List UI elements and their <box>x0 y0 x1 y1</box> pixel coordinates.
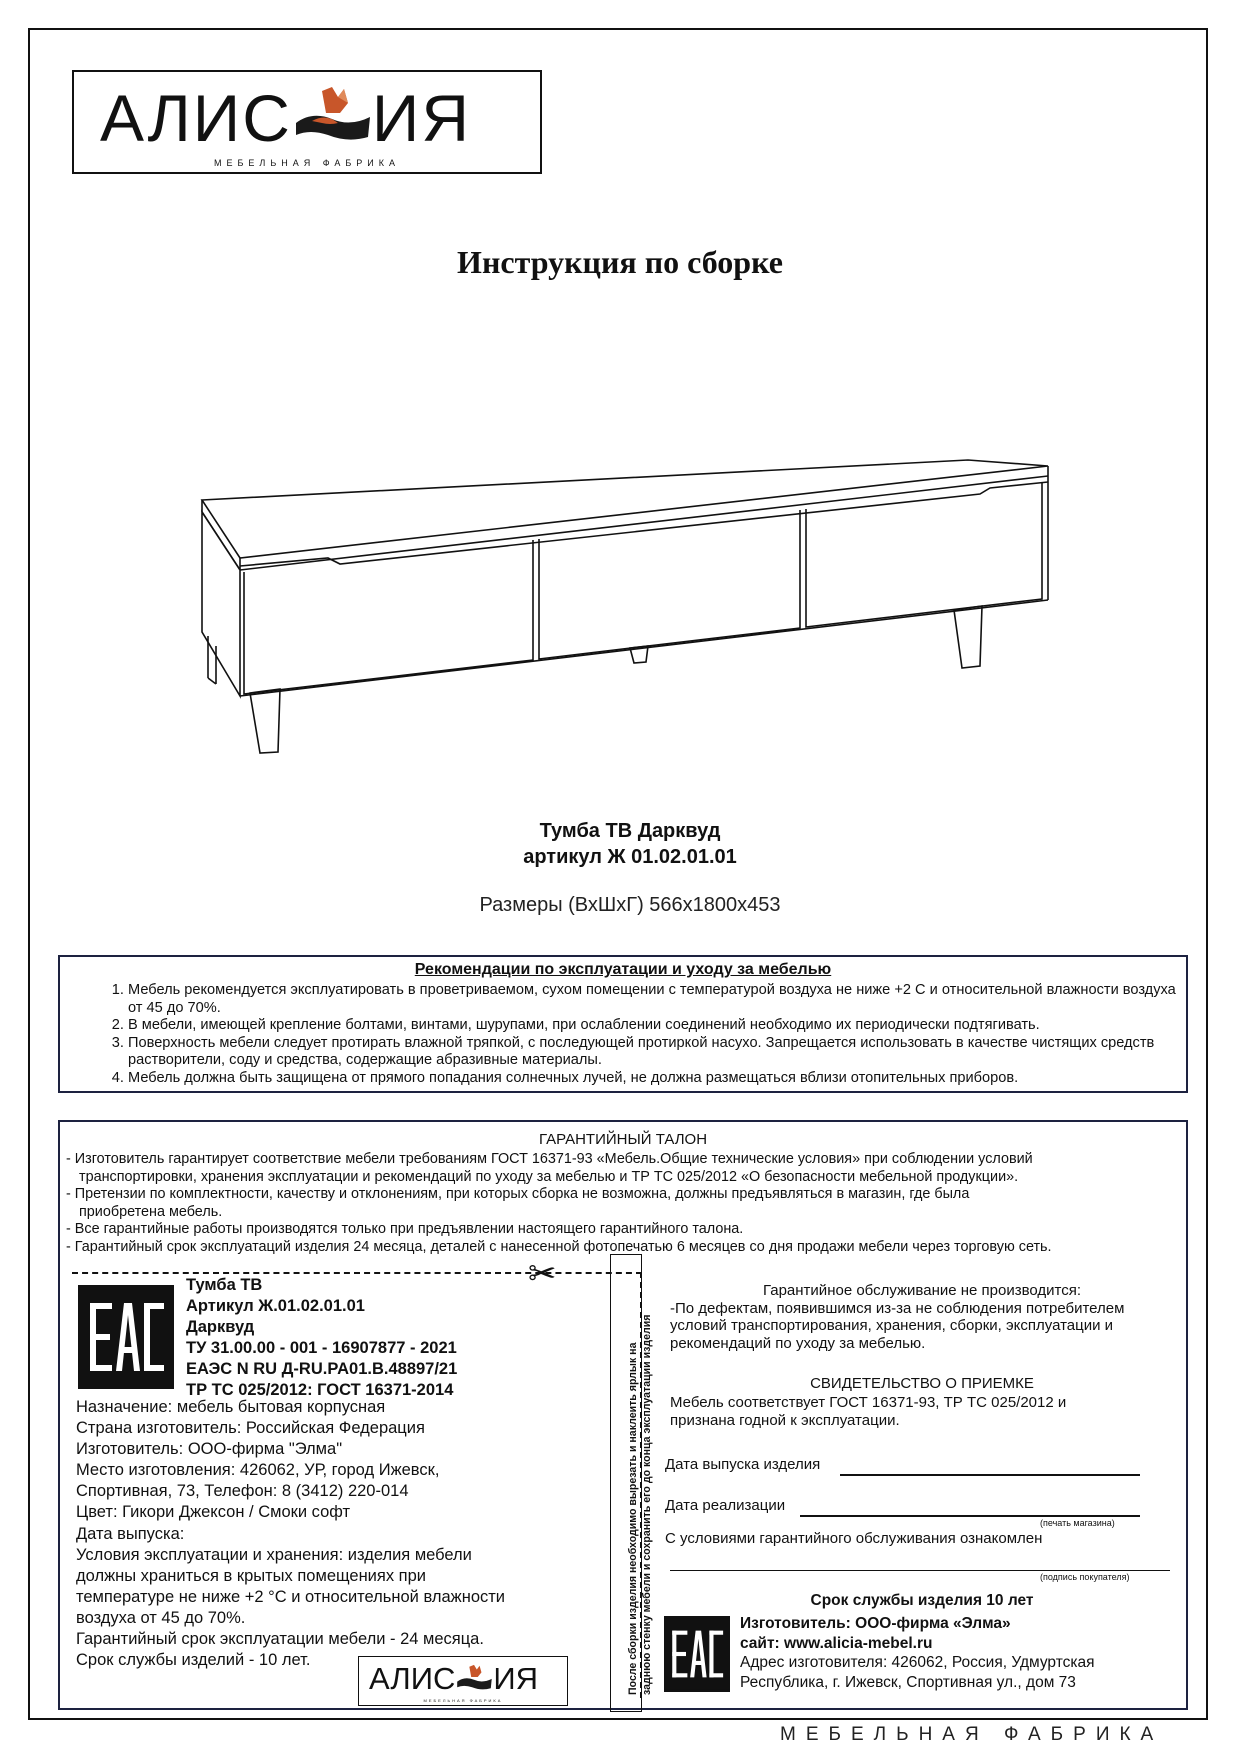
no-service-line: рекомендаций по уходу за мебелью. <box>670 1334 926 1352</box>
label-info-line: Срок службы изделий - 10 лет. <box>76 1651 311 1670</box>
no-service-text <box>670 1300 1124 1352</box>
eac-mark-icon <box>78 1285 174 1389</box>
acceptance-text <box>670 1394 1066 1430</box>
label-info-line: температуре не ниже +2 °С и относительной влажности <box>76 1587 506 1606</box>
guarantee-title: ГАРАНТИЙНЫЙ ТАЛОН <box>538 1131 708 1148</box>
product-article: артикул Ж 01.02.01.01 <box>523 846 737 868</box>
label-bold-line: ТУ 31.00.00 - 001 - 16907877 - 2021 <box>186 1339 457 1357</box>
fox-logo-icon <box>455 1663 493 1691</box>
label-info-line: Место изготовления: 426062, УР, город Ижевск, <box>76 1461 440 1480</box>
footer-brand: МЕБЕЛЬНАЯ ФАБРИКА <box>780 1724 1164 1745</box>
manufacturer-address: Республика, г. Ижевск, Спортивная ул., дом 73 <box>740 1673 1076 1691</box>
guarantee-line: - Все гарантийные работы производятся только при предъявлении настоящего гарантийного талона. <box>66 1221 744 1238</box>
recommendation-item: 2. В мебели, имеющей крепление болтами, винтами, шурупами, при ослаблении соединений необходимо их периодически подтягивать. <box>128 1017 1188 1035</box>
recommendation-item: 1. Мебель рекомендуется эксплуатировать в проветриваемом, сухом помещении с температурой воздуха не ниже +2 С и относительной влажности воздуха от 45 до 70%. <box>128 982 1188 1017</box>
label-info-line: Спортивная, 73, Телефон: 8 (3412) 220-014 <box>76 1482 409 1501</box>
no-service-title: Гарантийное обслуживание не производится: <box>762 1282 1082 1299</box>
recommendation-item: 3. Поверхность мебели следует протирать влажной тряпкой, с последующей протиркой насухо. Запрещается использовать в качестве чистящих средств растворители, соду и средства, содержащие абразивные материалы. <box>128 1035 1188 1070</box>
label-info-line: Условия эксплуатации и хранения: изделия мебели <box>76 1545 472 1564</box>
guarantee-line: - Претензии по комплектности, качеству и отклонениям, при которых сборка не возможна, должны предъявляться в магазин, где была <box>66 1186 970 1203</box>
scissors-icon: ✂ <box>528 1255 557 1293</box>
document-title: Инструкция по сборке <box>457 244 783 280</box>
vertical-note-line: заднюю стенку мебели и сохранить его до конца эксплуатации изделия <box>641 1314 653 1695</box>
guarantee-line: приобретена мебель. <box>79 1203 223 1220</box>
tv-stand-illustration <box>190 440 1070 760</box>
release-date-label: Дата выпуска изделия <box>665 1456 821 1473</box>
manufacturer-name: Изготовитель: ООО-фирма «Элма» <box>740 1615 1011 1632</box>
guarantee-coupon <box>58 1120 1188 1710</box>
label-info-line: должны храниться в крытых помещениях при <box>76 1566 426 1585</box>
label-bold-line: ТР ТС 025/2012: ГОСТ 16371-2014 <box>186 1381 454 1399</box>
release-date-line <box>840 1456 1140 1476</box>
guarantee-line: транспортировки, хранения эксплуатации и рекомендаций по уходу за мебелью и ТР ТС 025/2012 «О безопасности мебельной продукции». <box>79 1168 1019 1185</box>
label-bold-line: Дарквуд <box>186 1318 255 1336</box>
buyer-sign-caption: (подпись покупателя) <box>1040 1572 1130 1582</box>
eac-mark-icon <box>664 1616 730 1692</box>
acceptance-title: СВИДЕТЕЛЬСТВО О ПРИЕМКЕ <box>810 1375 1034 1392</box>
fox-logo-icon <box>292 83 372 143</box>
conditions-ack-text: С условиями гарантийного обслуживания ознакомлен <box>665 1530 1043 1547</box>
product-dimensions: Размеры (ВхШхГ) 566х1800х453 <box>479 894 781 916</box>
guarantee-terms <box>66 1151 1184 1257</box>
manufacturer-site: сайт: www.alicia-mebel.ru <box>740 1634 933 1652</box>
label-info-line: Страна изготовитель: Российская Федерация <box>76 1419 425 1438</box>
label-bold-line: Тумба ТВ <box>186 1276 263 1294</box>
label-bold-line: ЕАЭС N RU Д-RU.PA01.B.48897/21 <box>186 1360 458 1378</box>
manufacturer-address: Адрес изготовителя: 426062, Россия, Удмуртская <box>740 1654 1095 1671</box>
sale-date-line <box>800 1497 1140 1517</box>
logo-text-right: ИЯ <box>371 81 471 155</box>
guarantee-line: - Изготовитель гарантирует соответствие мебели требованиям ГОСТ 16371-93 «Мебель.Общие технические условия» при соблюдении условий <box>66 1151 1033 1167</box>
care-recommendations-title: Рекомендации по эксплуатации и уходу за мебелью <box>414 961 832 978</box>
shop-stamp-caption: (печать магазина) <box>1040 1518 1115 1528</box>
guarantee-line: - Гарантийный срок эксплуатаций изделия 24 месяца, деталей с нанесенной фотопечатью 6 месяцев со дня продажи мебели через торговую сеть. <box>66 1238 1052 1255</box>
logo-subtitle: МЕБЕЛЬНАЯ ФАБРИКА <box>423 1698 503 1703</box>
service-life-text: Срок службы изделия 10 лет <box>810 1592 1034 1609</box>
vertical-note-line: После сборки изделия необходимо вырезать и наклеить ярлык на <box>627 1342 639 1695</box>
sale-date-label: Дата реализации <box>665 1497 786 1514</box>
label-bold-line: Артикул Ж.01.02.01.01 <box>186 1297 365 1315</box>
label-info-line: Изготовитель: ООО-фирма "Элма" <box>76 1440 343 1459</box>
brand-logo-small <box>358 1656 568 1706</box>
label-info-line: Назначение: мебель бытовая корпусная <box>76 1398 386 1416</box>
logo-text-left: АЛИС <box>100 81 292 155</box>
care-recommendations-box <box>58 955 1188 1093</box>
vertical-note <box>626 1255 654 1695</box>
product-name: Тумба ТВ Дарквуд <box>539 820 721 842</box>
label-info-block <box>76 1397 505 1671</box>
logo-text-right: ИЯ <box>493 1661 539 1696</box>
logo-text-left: АЛИС <box>369 1661 456 1696</box>
brand-logo <box>72 70 542 174</box>
manufacturer-block <box>740 1614 1095 1692</box>
acceptance-line: Мебель соответствует ГОСТ 16371-93, ТР ТС 025/2012 и <box>670 1394 1067 1411</box>
label-info-line: воздуха от 45 до 70%. <box>76 1608 246 1627</box>
care-recommendations-list <box>108 982 1188 1087</box>
vertical-note-box <box>610 1254 653 1712</box>
no-service-line: условий транспортирования, хранения, сборки, эксплуатации и <box>670 1317 1114 1335</box>
buyer-sign-line <box>670 1552 1170 1571</box>
label-product-block <box>186 1275 457 1401</box>
label-info-line: Дата выпуска: <box>76 1524 185 1543</box>
logo-subtitle: МЕБЕЛЬНАЯ ФАБРИКА <box>214 158 400 168</box>
no-service-line: -По дефектам, появившимся из-за не соблюдения потребителем <box>670 1300 1125 1317</box>
label-info-line: Цвет: Гикори Джексон / Смоки софт <box>76 1503 351 1522</box>
label-info-line: Гарантийный срок эксплуатации мебели - 24 месяца. <box>76 1630 484 1649</box>
recommendation-item: 4. Мебель должна быть защищена от прямого попадания солнечных лучей, не должна размещаться вблизи отопительных приборов. <box>128 1070 1188 1088</box>
acceptance-line: признана годной к эксплуатации. <box>670 1412 900 1429</box>
